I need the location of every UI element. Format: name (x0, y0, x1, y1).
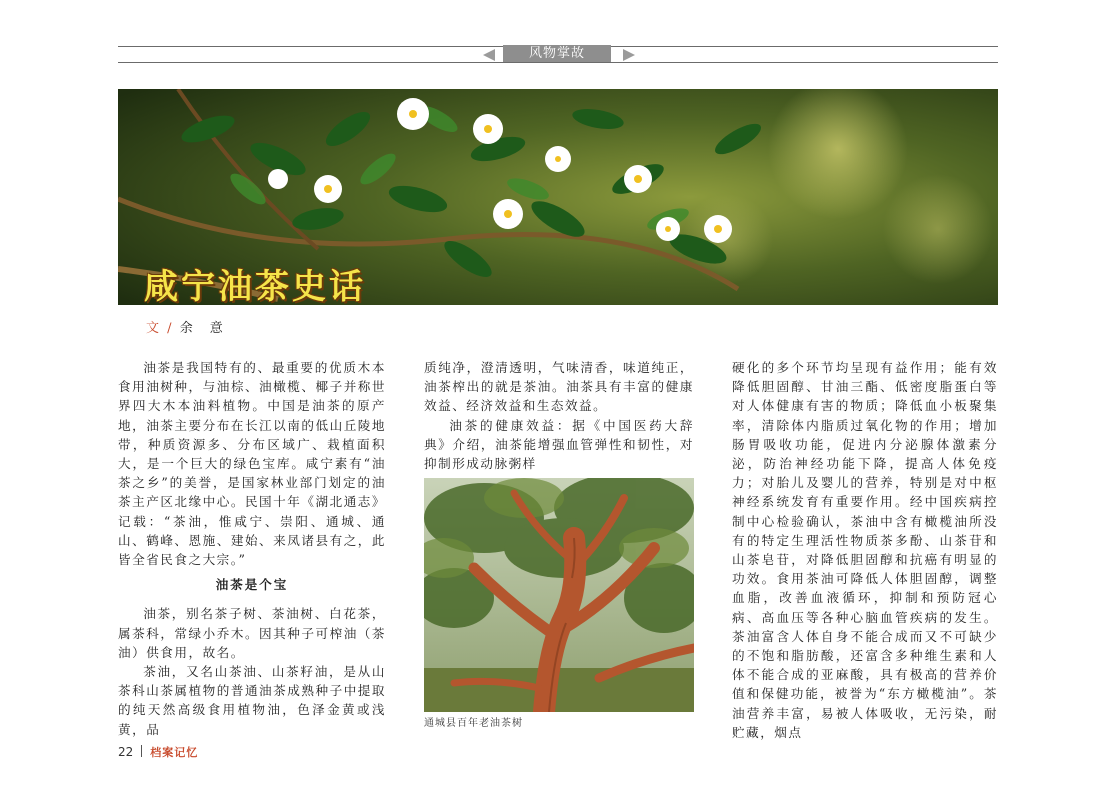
article-column-3 (732, 358, 998, 742)
article-column-2 (424, 358, 694, 473)
section-header (118, 46, 998, 62)
byline (146, 317, 225, 336)
byline-slash: / (167, 321, 174, 336)
header-rule-bottom (118, 62, 998, 63)
magazine-name: 档案记忆 (150, 746, 199, 759)
paragraph: 茶油，又名山茶油、山茶籽油，是从山茶科山茶属植物的普通油茶成熟种子中提取的纯天然高级食用植物油，色泽金黄或浅黄，品 (118, 664, 386, 737)
paragraph: 油茶的健康效益：据《中国医药大辞典》介绍，油茶能增强血管弹性和韧性，对抑制形成动脉粥样 (424, 417, 694, 472)
page-number: 22 (118, 745, 134, 759)
paragraph: 油茶是我国特有的、最重要的优质木本食用油树种，与油棕、油橄榄、椰子并称世界四大木本油料植物。中国是油茶的原产地，油茶主要分布在长江以南的低山丘陵地带，种质资源多、分布区域广、栽植面积大，是一个巨大的绿色宝库。咸宁素有“油茶之乡”的美誉，是国家林业部门划定的油茶主产区北缘中心。民国十年《湖北通志》记载：“茶油，惟咸宁、崇阳、通城、通山、鹤峰、恩施、建始、来凤诸县有之，此皆全省民食之大宗。” (118, 360, 386, 568)
old-camellia-tree-illustration (424, 478, 694, 712)
arrow-right-icon (623, 49, 635, 61)
tree-photo (424, 478, 694, 712)
page-footer (118, 744, 198, 760)
paragraph: 硬化的多个环节均呈现有益作用；能有效降低胆固醇、甘油三酯、低密度脂蛋白等对人体健康有害的物质；降低血小板聚集率，清除体内脂质过氧化物的作用；增加肠胃吸收功能，促进内分泌腺体激素分泌，防治神经功能下降，提高人体免疫力；对胎儿及婴儿的营养，特别是对中枢神经系统发育有重要作用。经中国疾病控制中心检验确认，茶油中含有橄榄油所没有的特定生理活性物质茶多酚、山茶苷和山茶皂苷，对降低胆固醇和抗癌有明显的功效。食用茶油可降低人体胆固醇，调整血脂，改善血液循环，抑制和预防冠心病、高血压等各种心脑血管疾病的发生。茶油富含人体自身不能合成而又不可缺少的不饱和脂肪酸，还富含多种维生素和人体不能合成的亚麻酸，具有极高的营养价值和保健功能，被誉为“东方橄榄油”。茶油营养丰富，易被人体吸收，无污染，耐贮藏，烟点 (732, 360, 998, 740)
article-title: 咸宁油茶史话 (144, 267, 366, 305)
subheading: 油茶是个宝 (215, 577, 289, 593)
hero-image (118, 89, 998, 305)
byline-prefix: 文 (146, 321, 162, 336)
byline-author: 余 意 (179, 321, 225, 336)
article-column-1 (118, 358, 386, 739)
photo-caption: 通城县百年老油茶树 (424, 718, 523, 729)
footer-divider (141, 745, 142, 757)
paragraph: 质纯净，澄清透明，气味清香，味道纯正，油茶榨出的就是茶油。油茶具有丰富的健康效益、经济效益和生态效益。 (424, 360, 694, 414)
section-label: 风物掌故 (503, 45, 611, 62)
paragraph: 油茶，别名茶子树、茶油树、白花茶，属茶科，常绿小乔木。因其种子可榨油（茶油）供食用，故名。 (118, 606, 386, 660)
arrow-left-icon (483, 49, 495, 61)
